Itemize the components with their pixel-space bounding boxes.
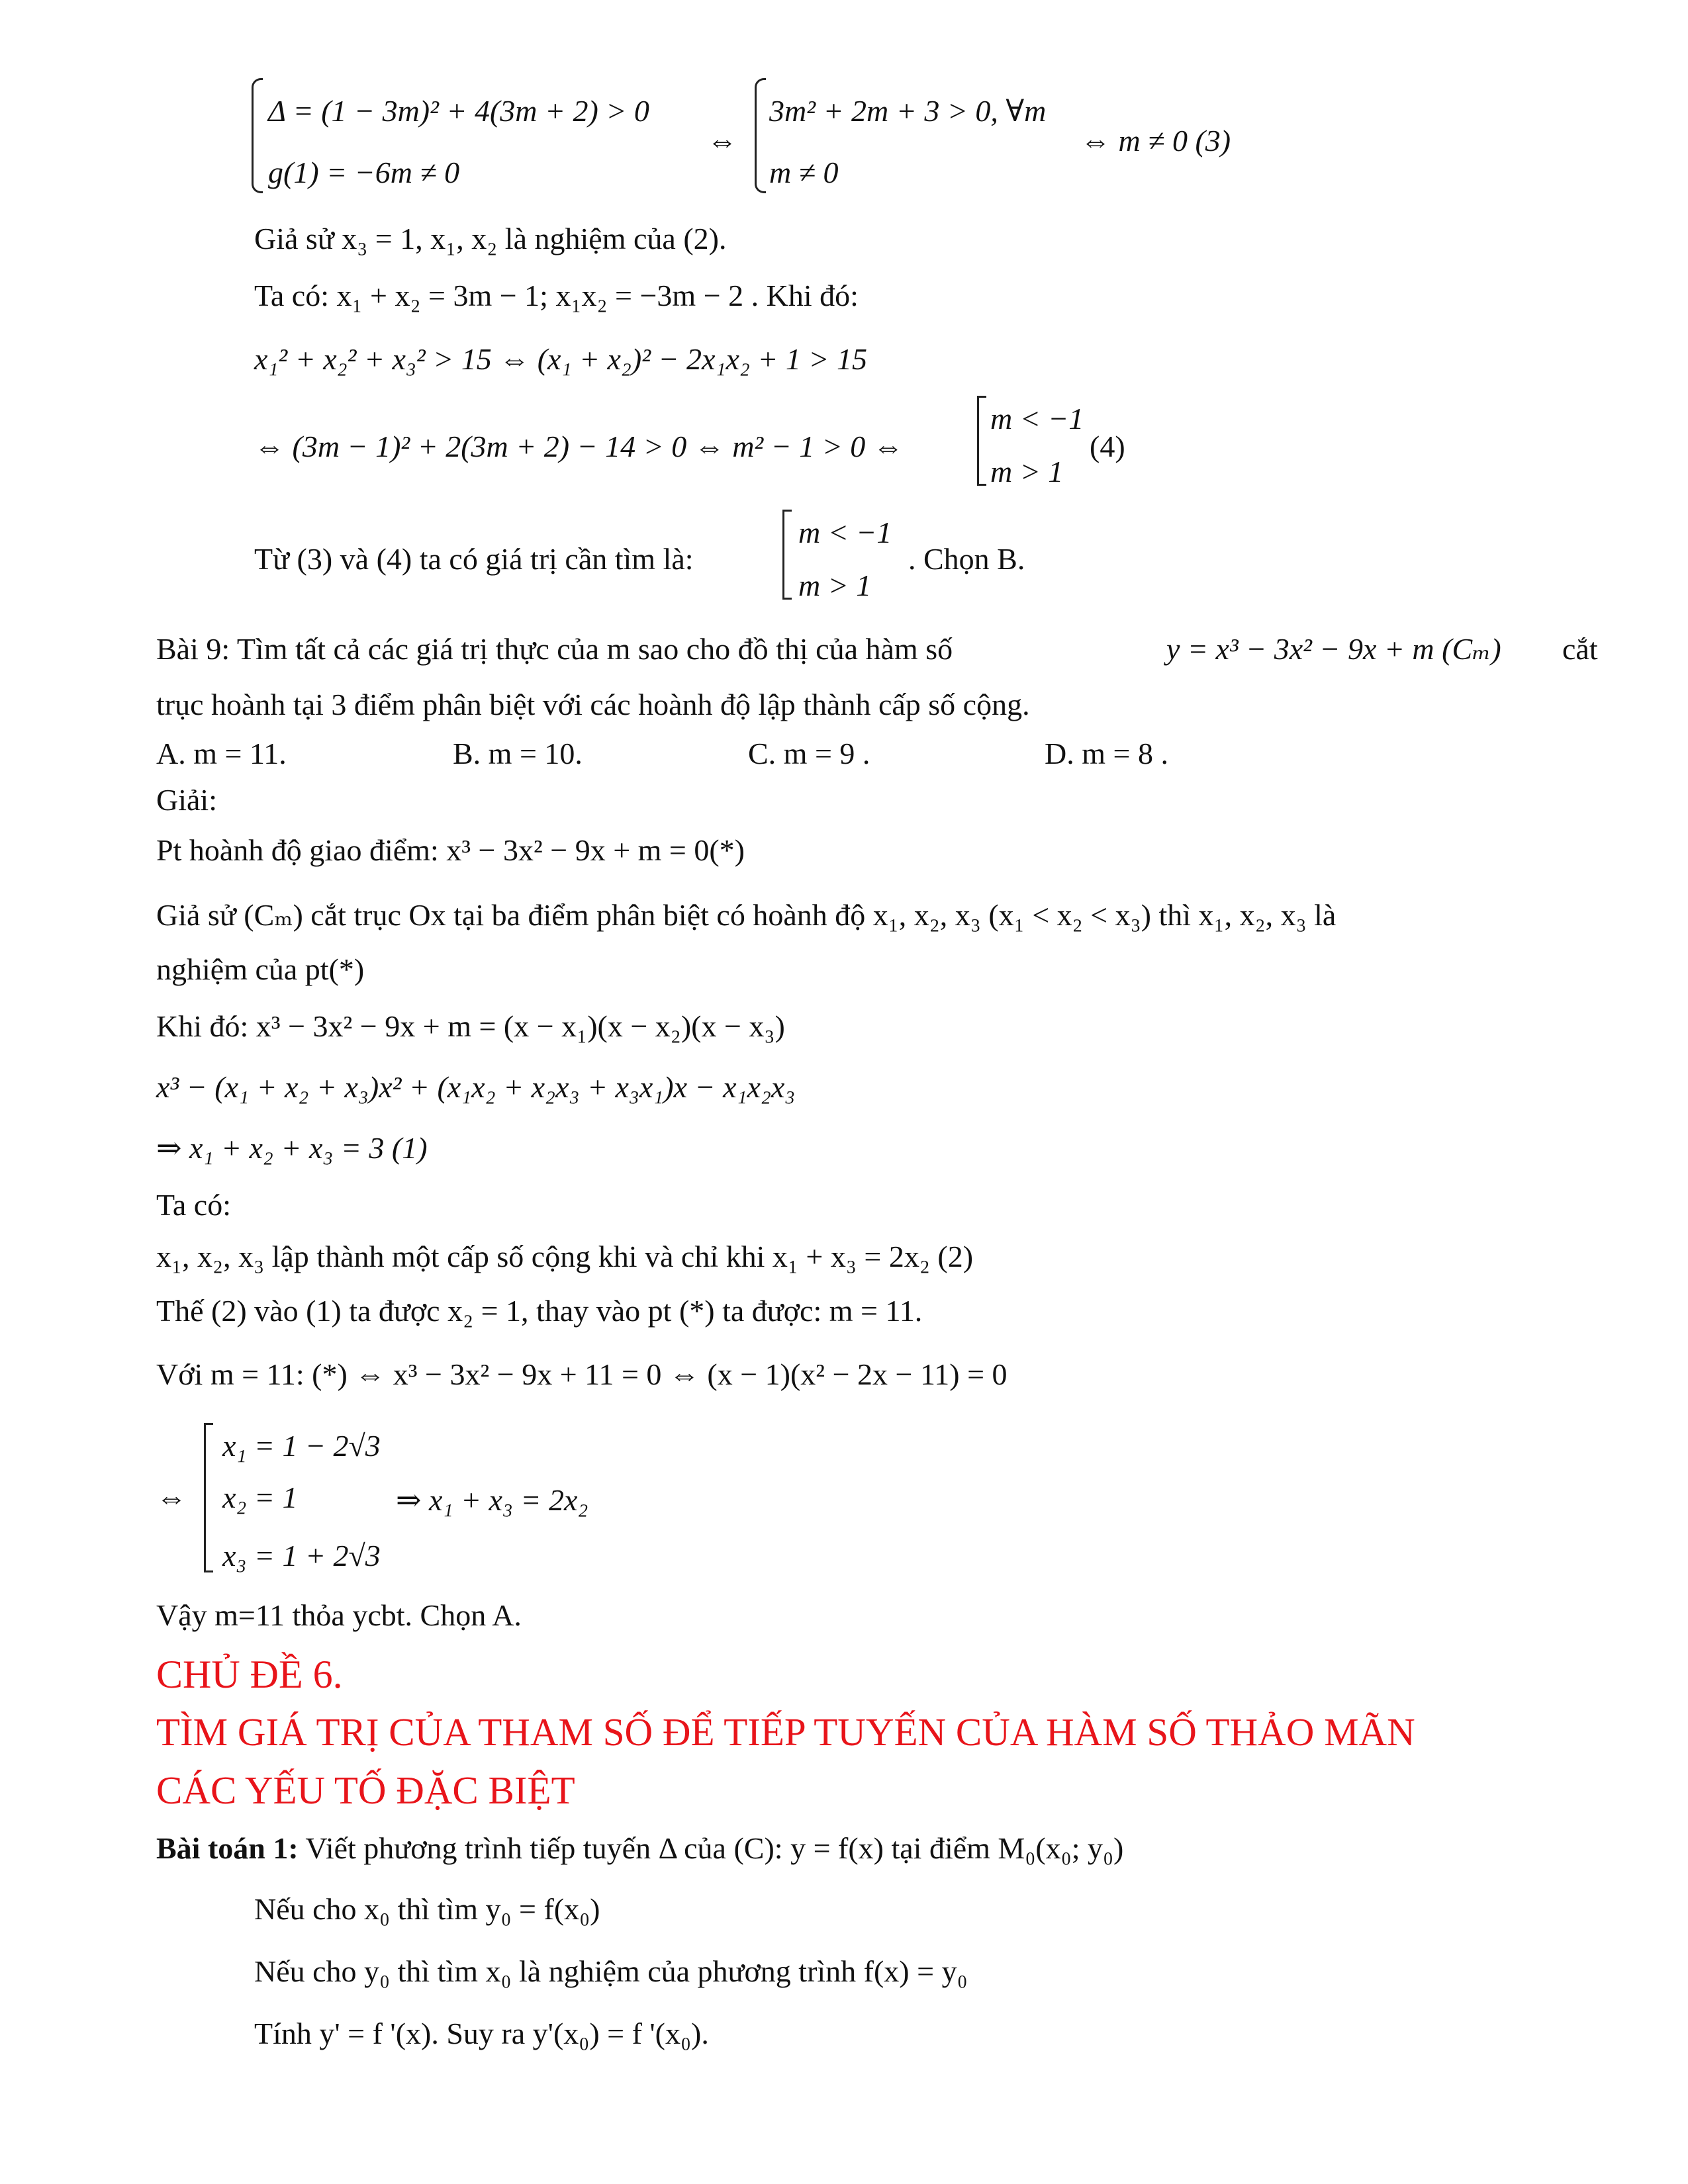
- system2-row1: 3m² + 2m + 3 > 0, ∀m: [769, 94, 1047, 128]
- text-vay: Vậy m=11 thỏa ycbt. Chọn A.: [156, 1598, 522, 1632]
- text-gia-su-cm: Giả sử (Cₘ) cắt trục Ox tại ba điểm phân biệt có hoành độ x₁, x₂, x₃ (x₁ < x₂ < x₃) thì x₁, x₂, x₃ là: [156, 898, 1336, 932]
- text-tu-3-4: Từ (3) và (4) ta có giá trị cần tìm là:: [254, 542, 694, 576]
- sol-implies: ⇒ x₁ + x₃ = 2x₂: [396, 1483, 588, 1517]
- case4-b: m > 1: [990, 455, 1064, 488]
- eq-sum-squares: x₁² + x₂² + x₃² > 15 ⇔ (x₁ + x₂)² − 2x₁x₂ + 1 > 15: [254, 342, 867, 376]
- equiv-symbol: ⇔: [707, 124, 737, 158]
- chu-de-heading-2: CÁC YẾU TỐ ĐẶC BIỆT: [156, 1768, 575, 1812]
- system-result: ⇔ m ≠ 0 (3): [1080, 124, 1231, 158]
- chu-de-title: CHỦ ĐỀ 6.: [156, 1653, 343, 1696]
- option-c: C. m = 9 .: [748, 737, 870, 770]
- option-b: B. m = 10.: [453, 737, 583, 770]
- bracket-case4: [977, 396, 979, 486]
- text-ta-co: Ta có: x₁ + x₂ = 3m − 1; x₁x₂ = −3m − 2 . Khi đó:: [254, 279, 859, 312]
- sol-equiv: ⇔: [156, 1480, 187, 1514]
- bai-toan-1: [156, 1833, 1123, 1864]
- text-neu-y0: Nếu cho y₀ thì tìm x₀ là nghiệm của phương trình f(x) = y₀: [254, 1954, 968, 1988]
- option-d: D. m = 8 .: [1045, 737, 1168, 770]
- case-final-b: m > 1: [798, 569, 872, 602]
- text-voi-m11: Với m = 11: (*) ⇔ x³ − 3x² − 9x + 11 = 0 ⇔ (x − 1)(x² − 2x − 11) = 0: [156, 1357, 1008, 1391]
- chu-de-heading: TÌM GIÁ TRỊ CỦA THAM SỐ ĐỂ TIẾP TUYẾN CỦA HÀM SỐ THẢO MÃN: [156, 1710, 1415, 1754]
- eq-expand-poly: x³ − (x₁ + x₂ + x₃)x² + (x₁x₂ + x₂x₃ + x₃x₁)x − x₁x₂x₃: [156, 1070, 796, 1104]
- option-a: A. m = 11.: [156, 737, 287, 770]
- text-gia-su: Giả sử x₃ = 1, x₁, x₂ là nghiệm của (2).: [254, 222, 727, 255]
- bai9-function: y = x³ − 3x² − 9x + m (Cₘ): [1166, 632, 1501, 666]
- eq-sum-3: ⇒ x₁ + x₂ + x₃ = 3 (1): [156, 1131, 428, 1165]
- system-brace-left: [252, 78, 263, 193]
- bai-toan-1-label: Bài toán 1:: [156, 1831, 299, 1865]
- bracket-solution: [204, 1423, 206, 1572]
- bai9-statement: Bài 9: Tìm tất cả các giá trị thực của m sao cho đồ thị của hàm số: [156, 632, 953, 666]
- eq-expand: ⇔ (3m − 1)² + 2(3m + 2) − 14 > 0 ⇔ m² − 1 > 0 ⇔: [254, 430, 904, 463]
- text-ta-co-2: Ta có:: [156, 1188, 232, 1222]
- case-final-a: m < −1: [798, 516, 892, 549]
- text-pt-hoanh-do: Pt hoành độ giao điểm: x³ − 3x² − 9x + m = 0(*): [156, 833, 745, 867]
- case4-tag: (4): [1090, 430, 1125, 463]
- text-tinh: Tính y' = f '(x). Suy ra y'(x₀) = f '(x₀).: [254, 2017, 709, 2050]
- bai9-cat: cắt: [1562, 632, 1598, 666]
- case4-a: m < −1: [990, 402, 1084, 435]
- text-giai: Giải:: [156, 783, 217, 817]
- system2-row2: m ≠ 0: [769, 156, 839, 189]
- sol-x1: x₁ = 1 − 2√3: [222, 1429, 381, 1463]
- system-brace-right: [755, 78, 766, 193]
- system1-row1: Δ = (1 − 3m)² + 4(3m + 2) > 0: [268, 94, 649, 128]
- bracket-final: [782, 510, 784, 600]
- text-khi-do: Khi đó: x³ − 3x² − 9x + m = (x − x₁)(x − x₂)(x − x₃): [156, 1009, 785, 1043]
- text-gia-su-cm-2: nghiệm của pt(*): [156, 952, 365, 986]
- text-chon-b: . Chọn B.: [908, 542, 1025, 576]
- bai-toan-1-text: Viết phương trình tiếp tuyến Δ của (C): y = f(x) tại điểm M₀(x₀; y₀): [298, 1831, 1124, 1865]
- bai9-statement-2: trục hoành tại 3 điểm phân biệt với các hoành độ lập thành cấp số cộng.: [156, 688, 1030, 721]
- text-the-2: Thế (2) vào (1) ta được x₂ = 1, thay vào pt (*) ta được: m = 11.: [156, 1294, 923, 1328]
- sol-x2: x₂ = 1: [222, 1480, 298, 1514]
- sol-x3: x₃ = 1 + 2√3: [222, 1539, 381, 1572]
- text-neu-x0: Nếu cho x₀ thì tìm y₀ = f(x₀): [254, 1892, 600, 1926]
- system1-row2: g(1) = −6m ≠ 0: [268, 156, 460, 189]
- text-cap-so-cong: x₁, x₂, x₃ lập thành một cấp số cộng khi và chỉ khi x₁ + x₃ = 2x₂ (2): [156, 1240, 974, 1273]
